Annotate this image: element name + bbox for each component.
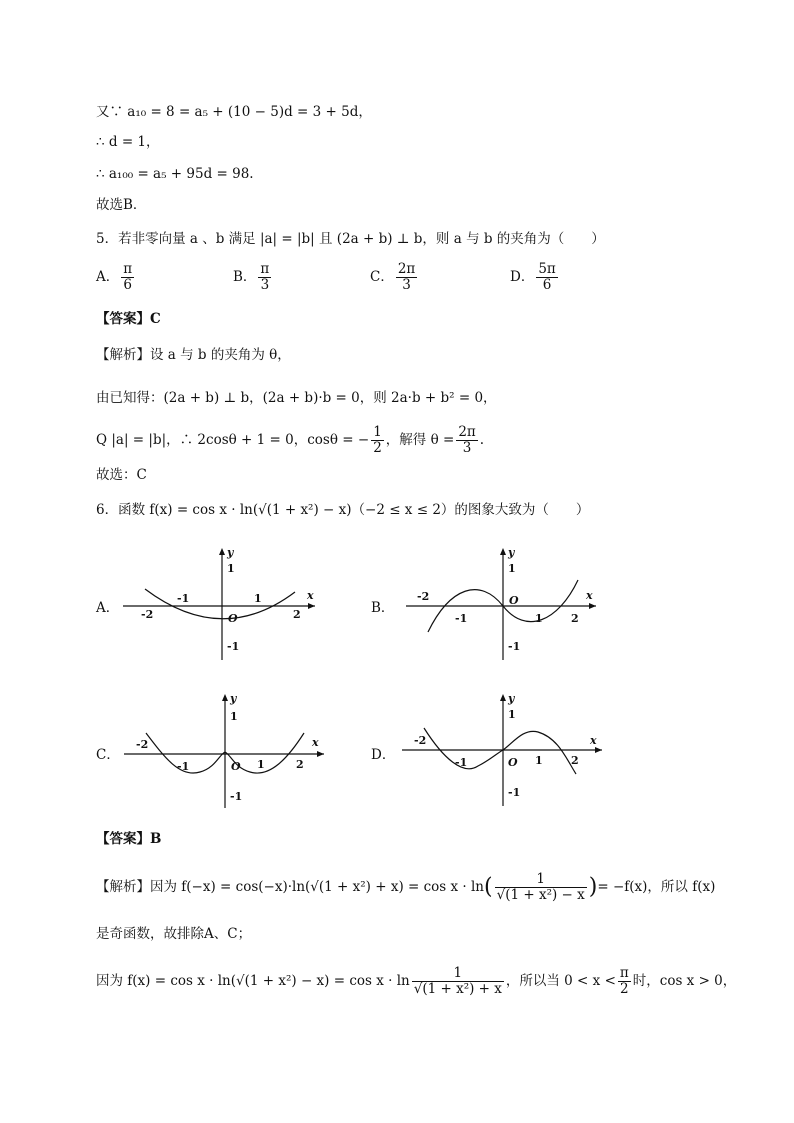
svg-text:x: x <box>312 736 319 749</box>
graph-a-label: A． <box>96 600 120 616</box>
graph-a <box>115 542 325 664</box>
svg-text:-2: -2 <box>417 590 430 603</box>
svg-text:-1: -1 <box>508 640 521 653</box>
svg-text:y: y <box>230 692 237 705</box>
svg-text:-1: -1 <box>177 592 190 605</box>
svg-text:y: y <box>227 546 234 559</box>
svg-text:1: 1 <box>535 612 543 625</box>
svg-text:2: 2 <box>296 758 304 771</box>
svg-text:-1: -1 <box>230 790 243 803</box>
graph-c <box>120 688 330 810</box>
q5-analysis-3: Q |a| = |b|，∴ 2cosθ + 1 = 0，cosθ = − $\frac{1}{2}$ ，解得 θ = $\frac{2\pi}{3}$ . <box>96 424 485 456</box>
svg-text:2: 2 <box>571 754 579 767</box>
svg-text:2: 2 <box>293 608 301 621</box>
svg-text:-2: -2 <box>141 608 154 621</box>
graph-c-label: C． <box>96 747 120 763</box>
graph-b <box>400 542 605 664</box>
svg-text:1: 1 <box>254 592 262 605</box>
svg-text:O: O <box>231 760 241 773</box>
svg-text:-2: -2 <box>414 734 427 747</box>
graph-b-label: B． <box>371 600 395 616</box>
q5-analysis-2: 由已知得：(2a + b) ⊥ b，(2a + b)·b = 0，则 2a·b + b² = 0， <box>96 390 497 406</box>
q6-analysis-1: 【解析】因为 f(−x) = cos(−x)·ln(√(1 + x²) + x) = cos x · ln( $\frac{1}{\text{√(1 + x²) − x}}$ )= −f(x)，所以 f(x) <box>96 871 716 903</box>
svg-text:O: O <box>508 756 518 769</box>
q5-option-b: B． $\frac{\pi}{3}$ <box>233 261 270 293</box>
svg-text:x: x <box>586 589 593 602</box>
q5-stem: 5．若非零向量 a 、b 满足 |a| = |b| 且 (2a + b) ⊥ b，则 a 与 b 的夹角为（ ） <box>96 231 605 247</box>
q5-option-c: C． $\frac{2\pi}{3}$ <box>370 261 416 293</box>
svg-text:-1: -1 <box>227 640 240 653</box>
text-line-3: ∴ a₁₀₀ = a₅ + 95d = 98. <box>96 166 254 182</box>
svg-text:y: y <box>508 692 515 705</box>
svg-text:-1: -1 <box>177 760 190 773</box>
svg-text:-1: -1 <box>508 786 521 799</box>
svg-text:1: 1 <box>257 758 265 771</box>
svg-text:1: 1 <box>508 708 516 721</box>
svg-text:-2: -2 <box>136 738 149 751</box>
q5-choose: 故选：C <box>96 467 147 483</box>
q5-option-d: D． $\frac{5\pi}{6}$ <box>510 261 556 293</box>
q6-stem: 6．函数 f(x) = cos x · ln(√(1 + x²) − x)（−2 ≤ x ≤ 2）的图象大致为（ ） <box>96 502 590 518</box>
q6-answer: 【答案】B <box>96 831 162 847</box>
q5-option-a: A． $\frac{\pi}{6}$ <box>96 261 133 293</box>
q5-analysis-1: 【解析】设 a 与 b 的夹角为 θ， <box>96 347 291 363</box>
text-line-1: 又∵ a₁₀ = 8 = a₅ + (10 − 5)d = 3 + 5d， <box>96 104 372 120</box>
q5-answer: 【答案】C <box>96 311 161 327</box>
svg-text:1: 1 <box>227 562 235 575</box>
svg-text:y: y <box>508 546 515 559</box>
svg-text:x: x <box>307 589 314 602</box>
svg-text:2: 2 <box>571 612 579 625</box>
svg-text:x: x <box>590 734 597 747</box>
svg-text:-1: -1 <box>455 612 468 625</box>
svg-text:1: 1 <box>508 562 516 575</box>
text-line-2: ∴ d = 1， <box>96 134 160 150</box>
q6-analysis-2: 是奇函数，故排除A、C； <box>96 926 252 942</box>
text-line-4: 故选B． <box>96 197 147 213</box>
svg-text:-1: -1 <box>455 756 468 769</box>
svg-text:1: 1 <box>535 754 543 767</box>
graph-d <box>398 688 608 810</box>
svg-text:O: O <box>509 594 519 607</box>
svg-text:1: 1 <box>230 710 238 723</box>
graph-d-label: D． <box>371 747 396 763</box>
svg-text:O: O <box>228 612 238 625</box>
q6-analysis-3: 因为 f(x) = cos x · ln(√(1 + x²) − x) = cos x · ln $\frac{1}{\text{√(1 + x²) + x}}$ ，所以当 0 < x < $\frac{\pi}{2}$ 时，cos x > 0， <box>96 965 737 997</box>
